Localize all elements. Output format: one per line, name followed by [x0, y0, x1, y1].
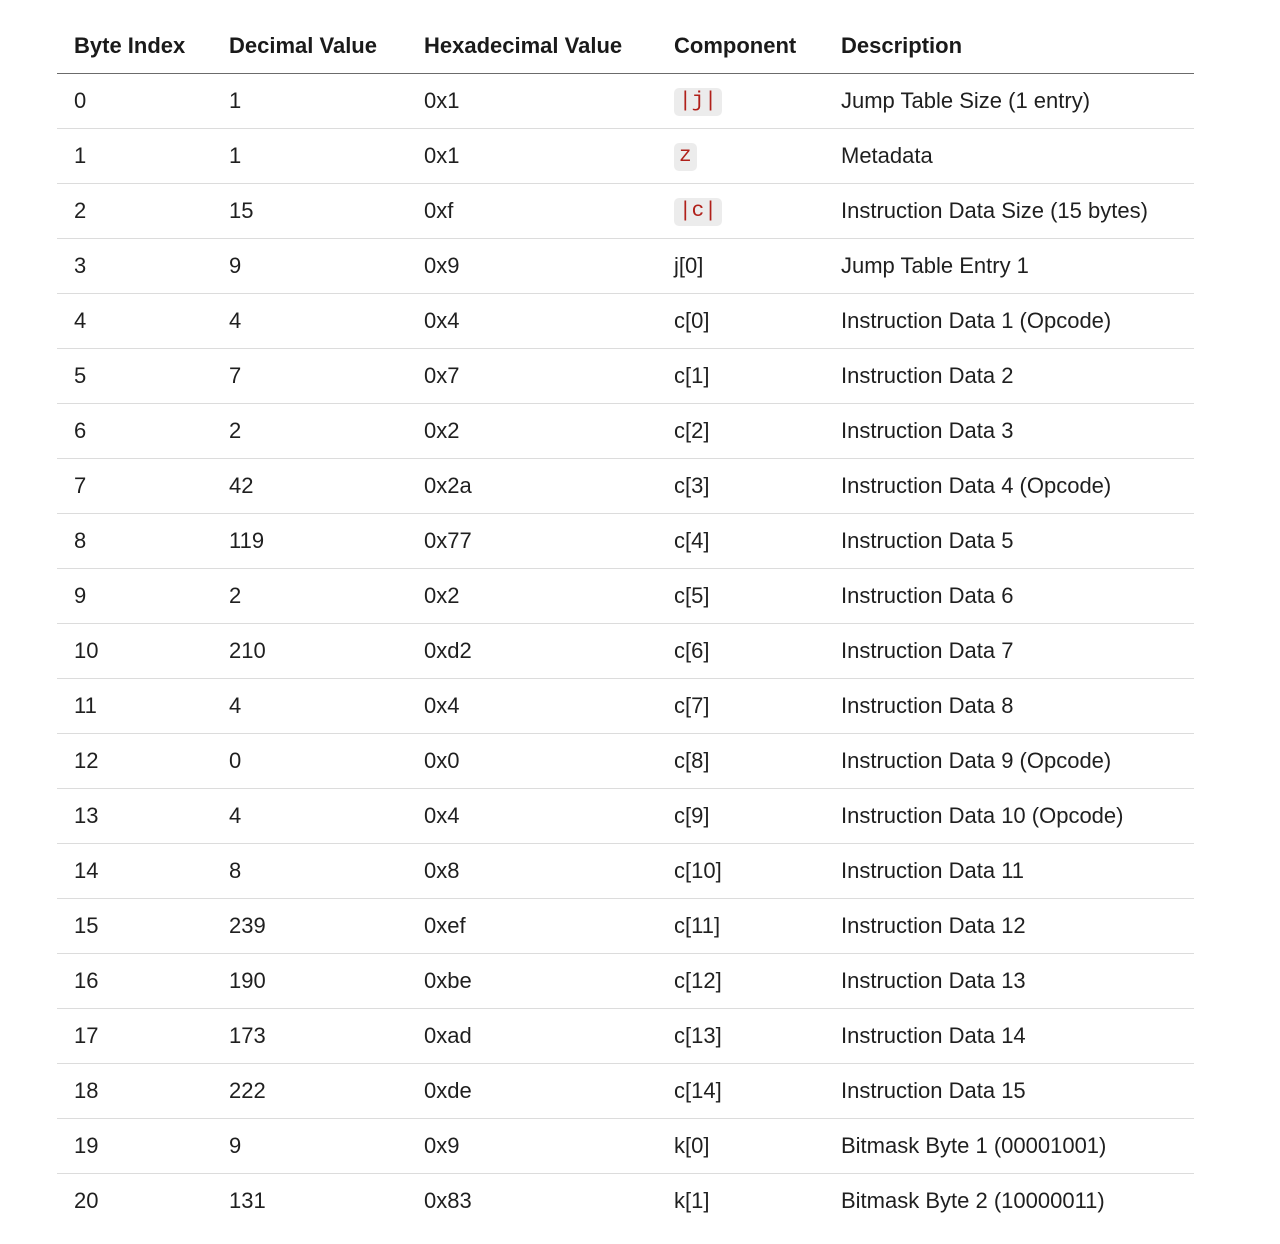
cell-byte-index: 18	[57, 1064, 212, 1119]
cell-hex-value: 0x4	[407, 294, 657, 349]
cell-hex-value: 0xf	[407, 184, 657, 239]
cell-hex-value: 0xad	[407, 1009, 657, 1064]
cell-component: c[3]	[657, 459, 824, 514]
cell-hex-value: 0xbe	[407, 954, 657, 1009]
cell-component: c[13]	[657, 1009, 824, 1064]
header-hexadecimal-value: Hexadecimal Value	[407, 19, 657, 74]
cell-byte-index: 13	[57, 789, 212, 844]
cell-byte-index: 4	[57, 294, 212, 349]
cell-decimal-value: 131	[229, 1188, 266, 1213]
cell-component: c[11]	[657, 899, 824, 954]
cell-hex-value: 0xd2	[407, 624, 657, 679]
cell-description: Instruction Data 15	[824, 1064, 1194, 1119]
table-row	[57, 129, 1194, 184]
cell-description: Instruction Data 9 (Opcode)	[824, 734, 1194, 789]
cell-decimal-value: 15	[212, 184, 407, 239]
cell-hex-value: 0x83	[424, 1188, 472, 1213]
cell-byte-index: 16	[57, 954, 212, 1009]
cell-byte-index: 9	[57, 569, 212, 624]
byte-layout-table	[57, 19, 1194, 1228]
table-row	[57, 349, 1194, 404]
cell-decimal-value: 9	[212, 239, 407, 294]
cell-decimal-value: 9	[212, 1119, 407, 1174]
header-row	[57, 19, 1194, 74]
cell-byte-index: 17	[57, 1009, 212, 1064]
cell-decimal-value: 119	[212, 514, 407, 569]
cell-decimal-value: 4	[212, 294, 407, 349]
cell-hex-value: 0xef	[407, 899, 657, 954]
header-decimal-value: Decimal Value	[212, 19, 407, 74]
cell-decimal-value: 0	[212, 734, 407, 789]
table-row	[57, 734, 1194, 789]
cell-hex-value: 0xde	[407, 1064, 657, 1119]
table-row	[57, 679, 1194, 734]
cell-component	[657, 74, 824, 129]
table-row	[57, 184, 1194, 239]
table-row	[57, 844, 1194, 899]
cell-description: Instruction Data 10 (Opcode)	[824, 789, 1194, 844]
cell-hex-value: 0x8	[407, 844, 657, 899]
cell-component: c[5]	[657, 569, 824, 624]
cell-decimal-value: 173	[212, 1009, 407, 1064]
table-row	[57, 74, 1194, 129]
cell-decimal-value: 1	[212, 129, 407, 184]
cell-component: c[2]	[657, 404, 824, 459]
cell-hex-value: 0x4	[407, 789, 657, 844]
cell-decimal-value: 222	[212, 1064, 407, 1119]
cell-byte-index: 7	[57, 459, 212, 514]
cell-component: c[6]	[657, 624, 824, 679]
cell-component: c[9]	[657, 789, 824, 844]
table-row	[57, 569, 1194, 624]
cell-component: k[0]	[657, 1119, 824, 1174]
cell-description: Instruction Data 8	[824, 679, 1194, 734]
table-row	[57, 899, 1194, 954]
cell-description: Instruction Data 2	[824, 349, 1194, 404]
cell-hex-value: 0x77	[407, 514, 657, 569]
table-row	[57, 1009, 1194, 1064]
cell-decimal-value: 2	[212, 404, 407, 459]
cell-byte-index: 20	[74, 1188, 99, 1213]
header-description: Description	[824, 19, 1194, 74]
cell-byte-index: 15	[57, 899, 212, 954]
cell-decimal-value: 210	[212, 624, 407, 679]
cell-hex-value: 0x1	[407, 74, 657, 129]
cell-description: Jump Table Size (1 entry)	[824, 74, 1194, 129]
cell-description: Instruction Data 14	[824, 1009, 1194, 1064]
cell-description: Jump Table Entry 1	[824, 239, 1194, 294]
cell-component	[657, 184, 824, 239]
table-row	[57, 1174, 1194, 1229]
cell-decimal-value: 4	[212, 789, 407, 844]
cell-byte-index: 19	[57, 1119, 212, 1174]
cell-hex-value: 0x1	[407, 129, 657, 184]
table-header	[57, 19, 1194, 74]
cell-hex-value: 0x2a	[407, 459, 657, 514]
cell-byte-index: 3	[57, 239, 212, 294]
table-row	[57, 789, 1194, 844]
component-code-badge: |j|	[674, 88, 722, 116]
cell-hex-value: 0x9	[407, 239, 657, 294]
cell-component: c[7]	[657, 679, 824, 734]
cell-description: Instruction Data 11	[824, 844, 1194, 899]
cell-decimal-value: 7	[212, 349, 407, 404]
cell-component: c[12]	[657, 954, 824, 1009]
cell-decimal-value: 2	[212, 569, 407, 624]
cell-byte-index: 5	[57, 349, 212, 404]
cell-decimal-value: 1	[212, 74, 407, 129]
cell-decimal-value: 42	[212, 459, 407, 514]
cell-hex-value: 0x2	[407, 404, 657, 459]
cell-byte-index: 11	[57, 679, 212, 734]
cell-description: Instruction Data Size (15 bytes)	[824, 184, 1194, 239]
cell-decimal-value: 239	[212, 899, 407, 954]
cell-byte-index: 2	[57, 184, 212, 239]
cell-hex-value: 0x2	[407, 569, 657, 624]
cell-description: Bitmask Byte 1 (00001001)	[824, 1119, 1194, 1174]
cell-description: Instruction Data 5	[824, 514, 1194, 569]
table-row	[57, 514, 1194, 569]
cell-hex-value: 0x0	[407, 734, 657, 789]
cell-description: Instruction Data 6	[824, 569, 1194, 624]
table-row	[57, 459, 1194, 514]
cell-component: c[1]	[657, 349, 824, 404]
cell-decimal-value: 190	[212, 954, 407, 1009]
table-row	[57, 294, 1194, 349]
cell-decimal-value: 8	[212, 844, 407, 899]
cell-component: c[14]	[657, 1064, 824, 1119]
table-row	[57, 1119, 1194, 1174]
table-body	[57, 74, 1194, 1229]
byte-table-container	[57, 19, 1194, 1228]
table-row	[57, 954, 1194, 1009]
cell-description: Instruction Data 7	[824, 624, 1194, 679]
cell-byte-index: 10	[57, 624, 212, 679]
component-code-badge: z	[674, 143, 697, 171]
cell-component	[657, 129, 824, 184]
cell-hex-value: 0x9	[407, 1119, 657, 1174]
cell-hex-value: 0x4	[407, 679, 657, 734]
header-byte-index: Byte Index	[57, 19, 212, 74]
cell-byte-index: 0	[57, 74, 212, 129]
cell-component: j[0]	[657, 239, 824, 294]
cell-description: Metadata	[824, 129, 1194, 184]
cell-description: Instruction Data 13	[824, 954, 1194, 1009]
cell-description: Instruction Data 1 (Opcode)	[824, 294, 1194, 349]
table-row	[57, 239, 1194, 294]
component-code-badge: |c|	[674, 198, 722, 226]
cell-decimal-value: 4	[212, 679, 407, 734]
table-row	[57, 404, 1194, 459]
cell-description: Instruction Data 4 (Opcode)	[824, 459, 1194, 514]
cell-hex-value: 0x7	[407, 349, 657, 404]
cell-component: c[0]	[657, 294, 824, 349]
table-row	[57, 624, 1194, 679]
cell-component: c[10]	[657, 844, 824, 899]
cell-byte-index: 12	[57, 734, 212, 789]
table-row	[57, 1064, 1194, 1119]
header-component: Component	[657, 19, 824, 74]
cell-component: c[4]	[657, 514, 824, 569]
cell-description: Bitmask Byte 2 (10000011)	[841, 1188, 1105, 1213]
cell-description: Instruction Data 12	[824, 899, 1194, 954]
cell-byte-index: 1	[57, 129, 212, 184]
cell-byte-index: 8	[57, 514, 212, 569]
cell-byte-index: 6	[57, 404, 212, 459]
cell-description: Instruction Data 3	[824, 404, 1194, 459]
cell-byte-index: 14	[57, 844, 212, 899]
cell-component: c[8]	[657, 734, 824, 789]
cell-component: k[1]	[674, 1188, 710, 1213]
